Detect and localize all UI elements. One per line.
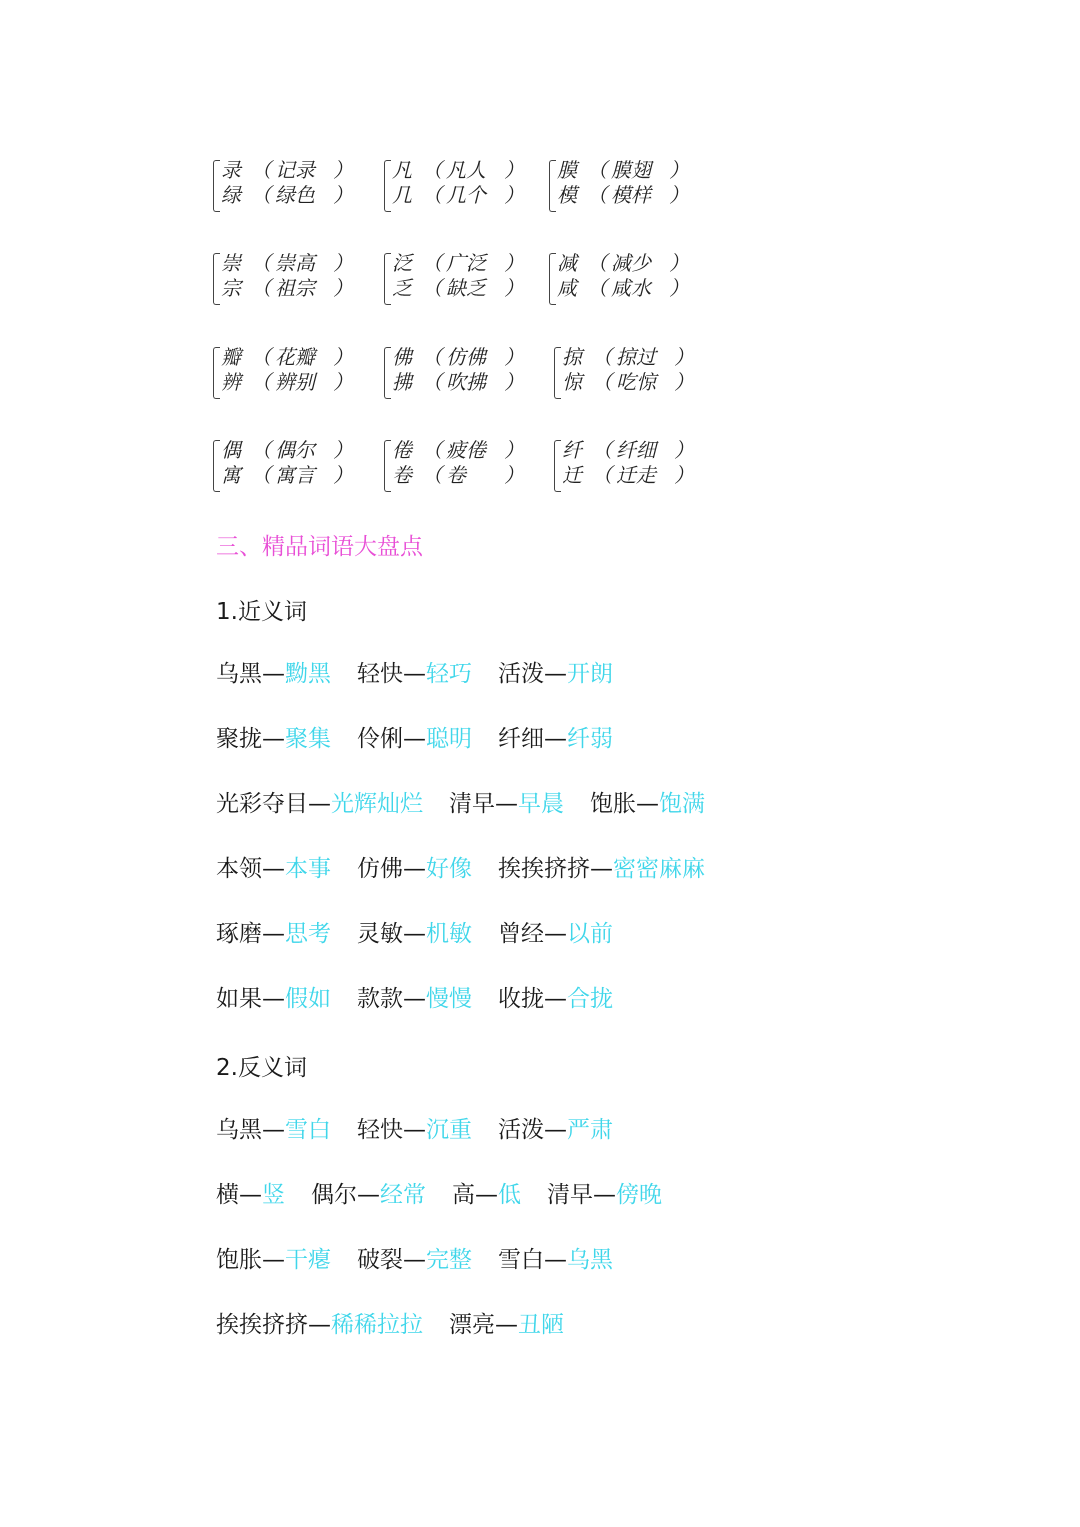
dash-mark: — — [403, 986, 426, 1012]
close-paren: ） — [504, 251, 524, 275]
pair-word: 吹拂 — [446, 370, 486, 394]
word-pair — [216, 1243, 331, 1277]
char-pair-line — [392, 438, 524, 463]
char-pair-line — [221, 463, 353, 488]
word-term: 聚拢 — [216, 726, 262, 752]
pair-char: 拂 — [392, 370, 412, 394]
word-answer: 纤弱 — [567, 726, 613, 752]
char-pair-line — [392, 463, 524, 488]
word-pair — [311, 1178, 426, 1212]
word-pair — [449, 787, 564, 821]
word-answer: 沉重 — [426, 1117, 472, 1143]
dash-mark: — — [262, 986, 285, 1012]
word-pair — [357, 982, 472, 1016]
char-pair-line — [557, 251, 689, 276]
word-pair — [452, 1178, 521, 1212]
pair-char: 乏 — [392, 276, 412, 300]
pair-word: 纤细 — [616, 438, 656, 462]
word-term: 横 — [216, 1182, 239, 1208]
pair-word: 绿色 — [275, 183, 315, 207]
pair-char: 绿 — [221, 183, 241, 207]
open-paren: （ — [422, 251, 442, 275]
close-paren: ） — [504, 345, 524, 369]
pair-char: 录 — [221, 158, 241, 182]
word-pair — [357, 1243, 472, 1277]
word-pair-row — [216, 982, 639, 1016]
word-answer: 聪明 — [426, 726, 472, 752]
open-paren: （ — [587, 251, 607, 275]
brace-mark — [384, 347, 391, 399]
pair-word: 崇高 — [275, 251, 315, 275]
word-pair-row — [216, 852, 731, 886]
close-paren: ） — [674, 370, 694, 394]
close-paren: ） — [333, 345, 353, 369]
pair-word: 迁走 — [616, 463, 656, 487]
close-paren: ） — [504, 183, 524, 207]
close-paren: ） — [504, 370, 524, 394]
word-term: 活泼 — [498, 661, 544, 687]
word-pair-row — [216, 1178, 688, 1212]
word-term: 偶尔 — [311, 1182, 357, 1208]
char-pair-line — [392, 251, 524, 276]
close-paren: ） — [669, 276, 689, 300]
word-pair — [498, 657, 613, 691]
pair-word: 记录 — [275, 158, 315, 182]
brace-mark — [549, 253, 556, 305]
word-term: 漂亮 — [449, 1312, 495, 1338]
word-answer: 假如 — [285, 986, 331, 1012]
word-term: 饱胀 — [590, 791, 636, 817]
dash-mark: — — [495, 1312, 518, 1338]
word-term: 高 — [452, 1182, 475, 1208]
pair-word: 几个 — [446, 183, 486, 207]
word-term: 曾经 — [498, 921, 544, 947]
pair-word: 偶尔 — [275, 438, 315, 462]
word-pair — [216, 982, 331, 1016]
synonyms-title: 1.近义词 — [216, 599, 307, 625]
pair-char: 崇 — [221, 251, 241, 275]
pair-char: 寓 — [221, 463, 241, 487]
dash-mark: — — [262, 1247, 285, 1273]
close-paren: ） — [669, 158, 689, 182]
char-pair-line — [221, 251, 353, 276]
word-term: 灵敏 — [357, 921, 403, 947]
char-pair-line — [392, 158, 524, 183]
word-answer: 轻巧 — [426, 661, 472, 687]
word-pair — [357, 852, 472, 886]
pair-word: 仿佛 — [446, 345, 486, 369]
brace-mark — [549, 160, 556, 212]
open-paren: （ — [422, 463, 442, 487]
close-paren: ） — [333, 276, 353, 300]
dash-mark: — — [590, 856, 613, 882]
dash-mark: — — [495, 791, 518, 817]
word-pair — [216, 722, 331, 756]
pair-word: 减少 — [611, 251, 651, 275]
word-answer: 开朗 — [567, 661, 613, 687]
word-pair — [357, 1113, 472, 1147]
word-pair — [357, 657, 472, 691]
word-pair — [216, 1178, 285, 1212]
word-term: 挨挨挤挤 — [498, 856, 590, 882]
word-pair — [357, 722, 472, 756]
word-term: 如果 — [216, 986, 262, 1012]
word-term: 收拢 — [498, 986, 544, 1012]
close-paren: ） — [674, 438, 694, 462]
char-pair-line — [221, 438, 353, 463]
pair-char: 凡 — [392, 158, 412, 182]
brace-mark — [384, 253, 391, 305]
open-paren: （ — [592, 345, 612, 369]
char-pair-row — [0, 345, 1080, 407]
word-answer: 机敏 — [426, 921, 472, 947]
word-pair — [216, 917, 331, 951]
pair-char: 掠 — [562, 345, 582, 369]
close-paren: ） — [333, 370, 353, 394]
word-answer: 乌黑 — [567, 1247, 613, 1273]
word-term: 乌黑 — [216, 1117, 262, 1143]
open-paren: （ — [592, 438, 612, 462]
word-pair — [449, 1308, 564, 1342]
brace-mark — [384, 160, 391, 212]
open-paren: （ — [587, 183, 607, 207]
word-term: 破裂 — [357, 1247, 403, 1273]
pair-char: 卷 — [392, 463, 412, 487]
close-paren: ） — [669, 251, 689, 275]
char-pair-line — [557, 158, 689, 183]
brace-mark — [554, 440, 561, 492]
open-paren: （ — [422, 438, 442, 462]
word-answer: 慢慢 — [426, 986, 472, 1012]
dash-mark: — — [475, 1182, 498, 1208]
word-answer: 聚集 — [285, 726, 331, 752]
word-term: 饱胀 — [216, 1247, 262, 1273]
pair-word: 咸水 — [611, 276, 651, 300]
char-pair-row — [0, 438, 1080, 500]
word-term: 琢磨 — [216, 921, 262, 947]
dash-mark: — — [636, 791, 659, 817]
pair-char: 减 — [557, 251, 577, 275]
open-paren: （ — [592, 370, 612, 394]
word-term: 款款 — [357, 986, 403, 1012]
close-paren: ） — [669, 183, 689, 207]
open-paren: （ — [251, 251, 271, 275]
word-answer: 雪白 — [285, 1117, 331, 1143]
dash-mark: — — [403, 726, 426, 752]
word-answer: 密密麻麻 — [613, 856, 705, 882]
close-paren: ） — [504, 158, 524, 182]
char-pair-line — [562, 345, 694, 370]
open-paren: （ — [587, 276, 607, 300]
word-pair — [498, 722, 613, 756]
brace-mark — [213, 440, 220, 492]
dash-mark: — — [357, 1182, 380, 1208]
char-pair-line — [392, 370, 524, 395]
pair-char: 佛 — [392, 345, 412, 369]
pair-char: 辨 — [221, 370, 241, 394]
dash-mark: — — [308, 1312, 331, 1338]
word-pair — [498, 1243, 613, 1277]
word-pair-row — [216, 657, 639, 691]
char-pair-line — [562, 463, 694, 488]
open-paren: （ — [422, 158, 442, 182]
pair-char: 宗 — [221, 276, 241, 300]
pair-word: 卷 — [446, 463, 466, 487]
word-pair — [216, 657, 331, 691]
word-answer: 稀稀拉拉 — [331, 1312, 423, 1338]
dash-mark: — — [544, 986, 567, 1012]
pair-char: 瓣 — [221, 345, 241, 369]
word-term: 本领 — [216, 856, 262, 882]
pair-word: 寓言 — [275, 463, 315, 487]
dash-mark: — — [544, 1247, 567, 1273]
dash-mark: — — [262, 856, 285, 882]
open-paren: （ — [251, 158, 271, 182]
word-answer: 竖 — [262, 1182, 285, 1208]
open-paren: （ — [422, 370, 442, 394]
pair-word: 膜翅 — [611, 158, 651, 182]
pair-word: 凡人 — [446, 158, 486, 182]
word-term: 轻快 — [357, 661, 403, 687]
dash-mark: — — [262, 661, 285, 687]
open-paren: （ — [251, 463, 271, 487]
open-paren: （ — [251, 370, 271, 394]
open-paren: （ — [422, 183, 442, 207]
word-term: 光彩夺目 — [216, 791, 308, 817]
pair-char: 膜 — [557, 158, 577, 182]
word-pair — [498, 917, 613, 951]
word-pair-row — [216, 1113, 639, 1147]
word-pair — [498, 982, 613, 1016]
dash-mark: — — [262, 726, 285, 752]
pair-word: 广泛 — [446, 251, 486, 275]
char-pair-row — [0, 251, 1080, 313]
pair-char: 几 — [392, 183, 412, 207]
word-pair — [498, 852, 705, 886]
pair-char: 纤 — [562, 438, 582, 462]
dash-mark: — — [262, 921, 285, 947]
open-paren: （ — [251, 438, 271, 462]
word-term: 挨挨挤挤 — [216, 1312, 308, 1338]
char-pair-row — [0, 158, 1080, 220]
word-pair-row — [216, 1243, 639, 1277]
word-answer: 傍晚 — [616, 1182, 662, 1208]
char-pair-line — [557, 276, 689, 301]
pair-char: 惊 — [562, 370, 582, 394]
dash-mark: — — [403, 661, 426, 687]
word-pair-row — [216, 722, 639, 756]
open-paren: （ — [251, 183, 271, 207]
pair-word: 缺乏 — [446, 276, 486, 300]
open-paren: （ — [587, 158, 607, 182]
word-pair-row — [216, 787, 731, 821]
word-answer: 严肃 — [567, 1117, 613, 1143]
pair-word: 花瓣 — [275, 345, 315, 369]
word-answer: 干瘪 — [285, 1247, 331, 1273]
dash-mark: — — [544, 1117, 567, 1143]
word-pair — [547, 1178, 662, 1212]
dash-mark: — — [403, 1117, 426, 1143]
char-pair-line — [557, 183, 689, 208]
word-pair — [590, 787, 705, 821]
pair-char: 偶 — [221, 438, 241, 462]
char-pair-line — [392, 345, 524, 370]
word-pair — [357, 917, 472, 951]
char-pair-line — [221, 158, 353, 183]
dash-mark: — — [403, 921, 426, 947]
word-answer: 光辉灿烂 — [331, 791, 423, 817]
open-paren: （ — [251, 276, 271, 300]
close-paren: ） — [333, 438, 353, 462]
pair-word: 祖宗 — [275, 276, 315, 300]
dash-mark: — — [544, 661, 567, 687]
close-paren: ） — [333, 251, 353, 275]
pair-word: 掠过 — [616, 345, 656, 369]
word-answer: 合拢 — [567, 986, 613, 1012]
char-pair-line — [221, 345, 353, 370]
word-answer: 经常 — [380, 1182, 426, 1208]
word-term: 纤细 — [498, 726, 544, 752]
word-answer: 思考 — [285, 921, 331, 947]
word-pair — [498, 1113, 613, 1147]
word-answer: 低 — [498, 1182, 521, 1208]
word-term: 雪白 — [498, 1247, 544, 1273]
char-pair-line — [562, 438, 694, 463]
word-term: 轻快 — [357, 1117, 403, 1143]
dash-mark: — — [403, 1247, 426, 1273]
close-paren: ） — [333, 463, 353, 487]
word-answer: 以前 — [567, 921, 613, 947]
word-answer: 饱满 — [659, 791, 705, 817]
word-term: 仿佛 — [357, 856, 403, 882]
word-term: 清早 — [449, 791, 495, 817]
open-paren: （ — [422, 276, 442, 300]
open-paren: （ — [592, 463, 612, 487]
word-term: 伶俐 — [357, 726, 403, 752]
brace-mark — [213, 253, 220, 305]
pair-char: 迁 — [562, 463, 582, 487]
brace-mark — [384, 440, 391, 492]
pair-word: 吃惊 — [616, 370, 656, 394]
pair-word: 疲倦 — [446, 438, 486, 462]
word-term: 乌黑 — [216, 661, 262, 687]
close-paren: ） — [674, 463, 694, 487]
dash-mark: — — [403, 856, 426, 882]
char-pair-line — [221, 370, 353, 395]
brace-mark — [213, 347, 220, 399]
pair-word: 辨别 — [275, 370, 315, 394]
word-pair — [216, 1113, 331, 1147]
pair-char: 咸 — [557, 276, 577, 300]
word-pair-row — [216, 917, 639, 951]
dash-mark: — — [308, 791, 331, 817]
pair-word: 模样 — [611, 183, 651, 207]
word-pair — [216, 787, 423, 821]
pair-char: 倦 — [392, 438, 412, 462]
brace-mark — [213, 160, 220, 212]
word-pair-row — [216, 1308, 590, 1342]
dash-mark: — — [593, 1182, 616, 1208]
section-title: 三、精品词语大盘点 — [216, 534, 423, 560]
word-term: 清早 — [547, 1182, 593, 1208]
close-paren: ） — [504, 276, 524, 300]
pair-char: 模 — [557, 183, 577, 207]
word-pair — [216, 1308, 423, 1342]
word-answer: 早晨 — [518, 791, 564, 817]
brace-mark — [554, 347, 561, 399]
word-answer: 丑陋 — [518, 1312, 564, 1338]
word-answer: 黝黑 — [285, 661, 331, 687]
char-pair-line — [392, 276, 524, 301]
word-answer: 本事 — [285, 856, 331, 882]
char-pair-line — [221, 183, 353, 208]
word-term: 活泼 — [498, 1117, 544, 1143]
antonyms-title: 2.反义词 — [216, 1055, 307, 1081]
close-paren: ） — [333, 183, 353, 207]
open-paren: （ — [251, 345, 271, 369]
close-paren: ） — [333, 158, 353, 182]
close-paren: ） — [674, 345, 694, 369]
dash-mark: — — [239, 1182, 262, 1208]
char-pair-line — [221, 276, 353, 301]
word-answer: 好像 — [426, 856, 472, 882]
open-paren: （ — [422, 345, 442, 369]
close-paren: ） — [504, 438, 524, 462]
char-pair-line — [562, 370, 694, 395]
char-pair-line — [392, 183, 524, 208]
word-answer: 完整 — [426, 1247, 472, 1273]
pair-char: 泛 — [392, 251, 412, 275]
close-paren: ） — [504, 463, 524, 487]
dash-mark: — — [544, 726, 567, 752]
dash-mark: — — [544, 921, 567, 947]
word-pair — [216, 852, 331, 886]
dash-mark: — — [262, 1117, 285, 1143]
